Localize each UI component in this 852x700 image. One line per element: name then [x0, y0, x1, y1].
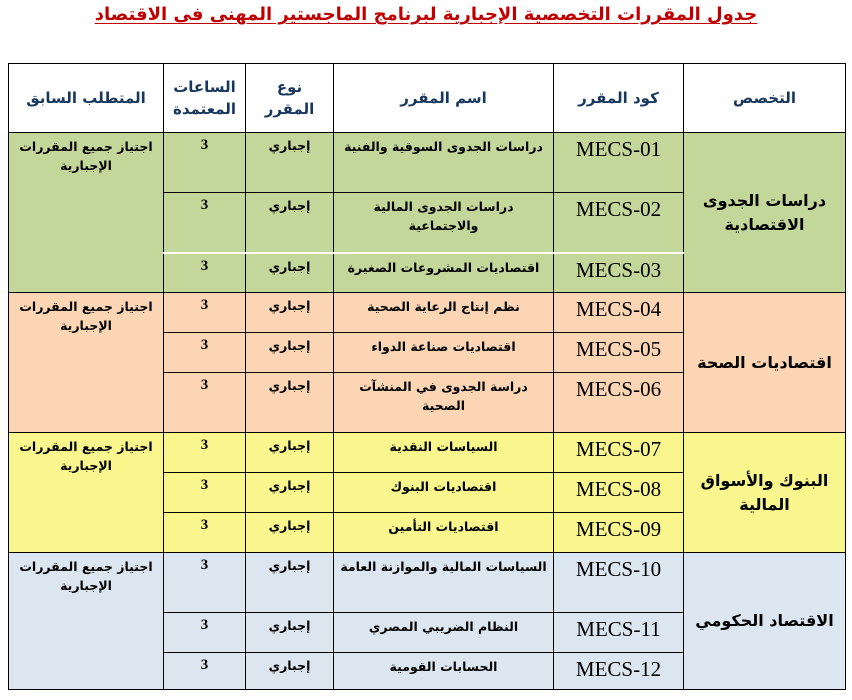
credit-hours-cell: 3 [164, 333, 246, 373]
header-credit-hours: الساعات المعتمدة [164, 64, 246, 133]
credit-hours-cell: 3 [164, 653, 246, 690]
header-specialization: التخصص [684, 64, 846, 133]
credit-hours-cell: 3 [164, 133, 246, 193]
specialization-cell: دراسات الجدوى الاقتصادية [684, 133, 846, 293]
course-name-cell: النظام الضريبي المصري [334, 613, 554, 653]
course-type-cell: إجباري [246, 193, 334, 253]
credit-hours-cell: 3 [164, 253, 246, 293]
course-type-cell: إجباري [246, 373, 334, 433]
specialization-cell: الاقتصاد الحكومي [684, 553, 846, 690]
course-code-cell: MECS-04 [554, 293, 684, 333]
course-type-cell: إجباري [246, 553, 334, 613]
course-code-cell: MECS-07 [554, 433, 684, 473]
table-row [9, 553, 846, 613]
course-type-cell: إجباري [246, 433, 334, 473]
header-course-code: كود المقرر [554, 64, 684, 133]
table-row [9, 293, 846, 333]
course-type-cell: إجباري [246, 473, 334, 513]
table-row [9, 433, 846, 473]
course-code-cell: MECS-05 [554, 333, 684, 373]
credit-hours-cell: 3 [164, 513, 246, 553]
table-header-row [9, 64, 846, 133]
course-name-cell: السياسات المالية والموازنة العامة [334, 553, 554, 613]
course-name-cell: دراسة الجدوى في المنشآت الصحية [334, 373, 554, 433]
specialization-cell: البنوك والأسواق المالية [684, 433, 846, 553]
course-name-cell: اقتصاديات صناعة الدواء [334, 333, 554, 373]
credit-hours-cell: 3 [164, 613, 246, 653]
course-type-cell: إجباري [246, 253, 334, 293]
page-title: جدول المقررات التخصصية الإجبارية لبرنامج الماجستير المهنى فى الاقتصاد [94, 4, 758, 25]
course-code-cell: MECS-03 [554, 253, 684, 293]
course-name-cell: الحسابات القومية [334, 653, 554, 690]
course-name-cell: اقتصاديات البنوك [334, 473, 554, 513]
course-code-cell: MECS-02 [554, 193, 684, 253]
course-code-cell: MECS-06 [554, 373, 684, 433]
course-name-cell: السياسات النقدية [334, 433, 554, 473]
course-name-cell: اقتصاديات التأمين [334, 513, 554, 553]
credit-hours-cell: 3 [164, 373, 246, 433]
course-type-cell: إجباري [246, 513, 334, 553]
header-prerequisite: المتطلب السابق [9, 64, 164, 133]
table-row [9, 133, 846, 193]
course-name-cell: دراسات الجدوى السوقية والفنية [334, 133, 554, 193]
prerequisite-cell: اجتياز جميع المقررات الإجبارية [9, 293, 164, 433]
course-type-cell: إجباري [246, 653, 334, 690]
prerequisite-cell: اجتياز جميع المقررات الإجبارية [9, 553, 164, 690]
course-name-cell: نظم إنتاج الرعاية الصحية [334, 293, 554, 333]
course-type-cell: إجباري [246, 293, 334, 333]
header-course-type: نوع المقرر [246, 64, 334, 133]
credit-hours-cell: 3 [164, 433, 246, 473]
course-type-cell: إجباري [246, 333, 334, 373]
course-code-cell: MECS-08 [554, 473, 684, 513]
courses-table [8, 63, 846, 690]
course-name-cell: اقتصاديات المشروعات الصغيرة [334, 253, 554, 293]
course-code-cell: MECS-11 [554, 613, 684, 653]
course-code-cell: MECS-12 [554, 653, 684, 690]
credit-hours-cell: 3 [164, 473, 246, 513]
credit-hours-cell: 3 [164, 553, 246, 613]
prerequisite-cell: اجتياز جميع المقررات الإجبارية [9, 433, 164, 553]
course-name-cell: دراسات الجدوى المالية والاجتماعية [334, 193, 554, 253]
course-type-cell: إجباري [246, 133, 334, 193]
header-course-name: اسم المقرر [334, 64, 554, 133]
credit-hours-cell: 3 [164, 293, 246, 333]
specialization-cell: اقتصاديات الصحة [684, 293, 846, 433]
course-code-cell: MECS-10 [554, 553, 684, 613]
course-code-cell: MECS-01 [554, 133, 684, 193]
course-code-cell: MECS-09 [554, 513, 684, 553]
credit-hours-cell: 3 [164, 193, 246, 253]
course-type-cell: إجباري [246, 613, 334, 653]
prerequisite-cell: اجتياز جميع المقررات الإجبارية [9, 133, 164, 293]
